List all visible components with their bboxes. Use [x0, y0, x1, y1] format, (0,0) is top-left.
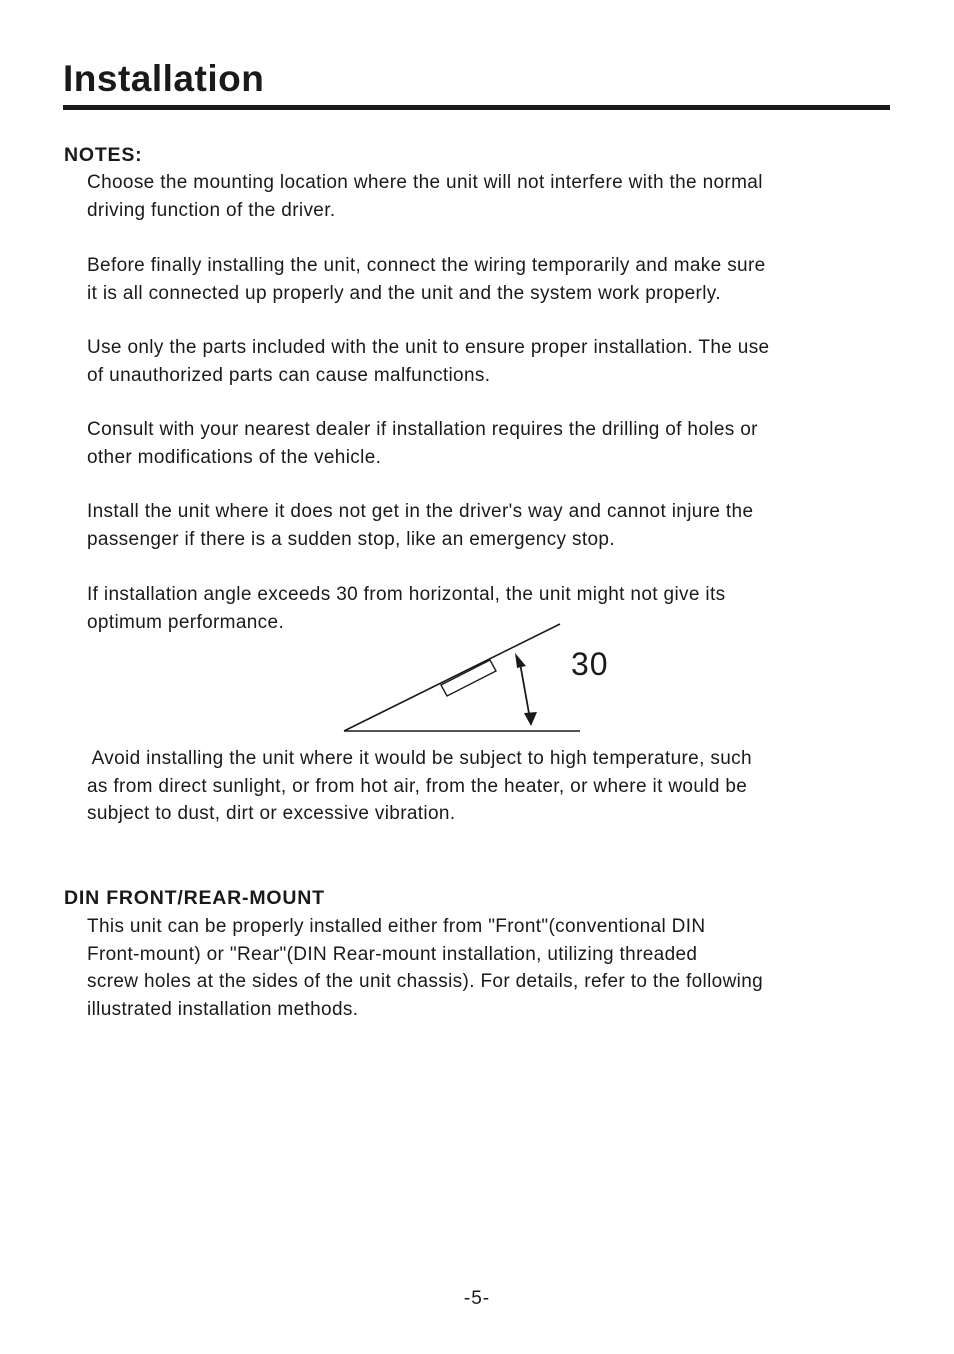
text-line: optimum performance. — [87, 611, 285, 633]
text-line: Front-mount) or "Rear"(DIN Rear-mount installation, utilizing threaded — [87, 943, 698, 965]
text-line: Avoid installing the unit where it would be subject to high temperature, such — [87, 748, 752, 769]
text-line: illustrated installation methods. — [87, 998, 359, 1020]
text-line: Install the unit where it does not get in the driver's way and cannot injure the — [87, 501, 754, 522]
text-line: passenger if there is a sudden stop, like an emergency stop. — [87, 528, 615, 550]
note-wiring-test — [87, 252, 877, 307]
angle-label: 30 — [571, 646, 609, 682]
din-mount-heading: DIN FRONT/REAR-MOUNT — [64, 887, 325, 909]
text-line: Consult with your nearest dealer if installation requires the drilling of holes or — [87, 419, 758, 440]
note-avoid-heat — [87, 745, 877, 828]
text-line: This unit can be properly installed either from "Front"(conventional DIN — [87, 916, 706, 937]
note-included-parts — [87, 334, 877, 389]
text-line: it is all connected up properly and the unit and the system work properly. — [87, 282, 721, 304]
text-line: If installation angle exceeds 30 from horizontal, the unit might not give its — [87, 584, 726, 605]
notes-heading: NOTES: — [64, 144, 143, 166]
text-line: of unauthorized parts can cause malfunctions. — [87, 364, 491, 386]
note-mounting-location — [87, 169, 877, 224]
text-line: screw holes at the sides of the unit chassis). For details, refer to the following — [87, 971, 764, 992]
text-line: as from direct sunlight, or from hot air, from the heater, or where it would be — [87, 775, 748, 797]
text-line: other modifications of the vehicle. — [87, 446, 382, 468]
text-line: Use only the parts included with the unit to ensure proper installation. The use — [87, 337, 770, 358]
note-driver-safety — [87, 498, 877, 553]
angle-arc — [520, 663, 530, 719]
text-line: subject to dust, dirt or excessive vibration. — [87, 803, 456, 824]
text-line: Choose the mounting location where the unit will not interfere with the normal — [87, 172, 763, 193]
title-divider — [63, 105, 890, 110]
text-line: driving function of the driver. — [87, 199, 336, 221]
arrow-head-down — [524, 712, 537, 726]
arrow-head-up — [515, 653, 526, 668]
page-title: Installation — [63, 58, 265, 99]
text-line: Before finally installing the unit, connect the wiring temporarily and make sure — [87, 255, 766, 276]
din-mount-description — [87, 913, 877, 1023]
note-consult-dealer — [87, 416, 877, 471]
page-number: -5- — [463, 1288, 491, 1309]
